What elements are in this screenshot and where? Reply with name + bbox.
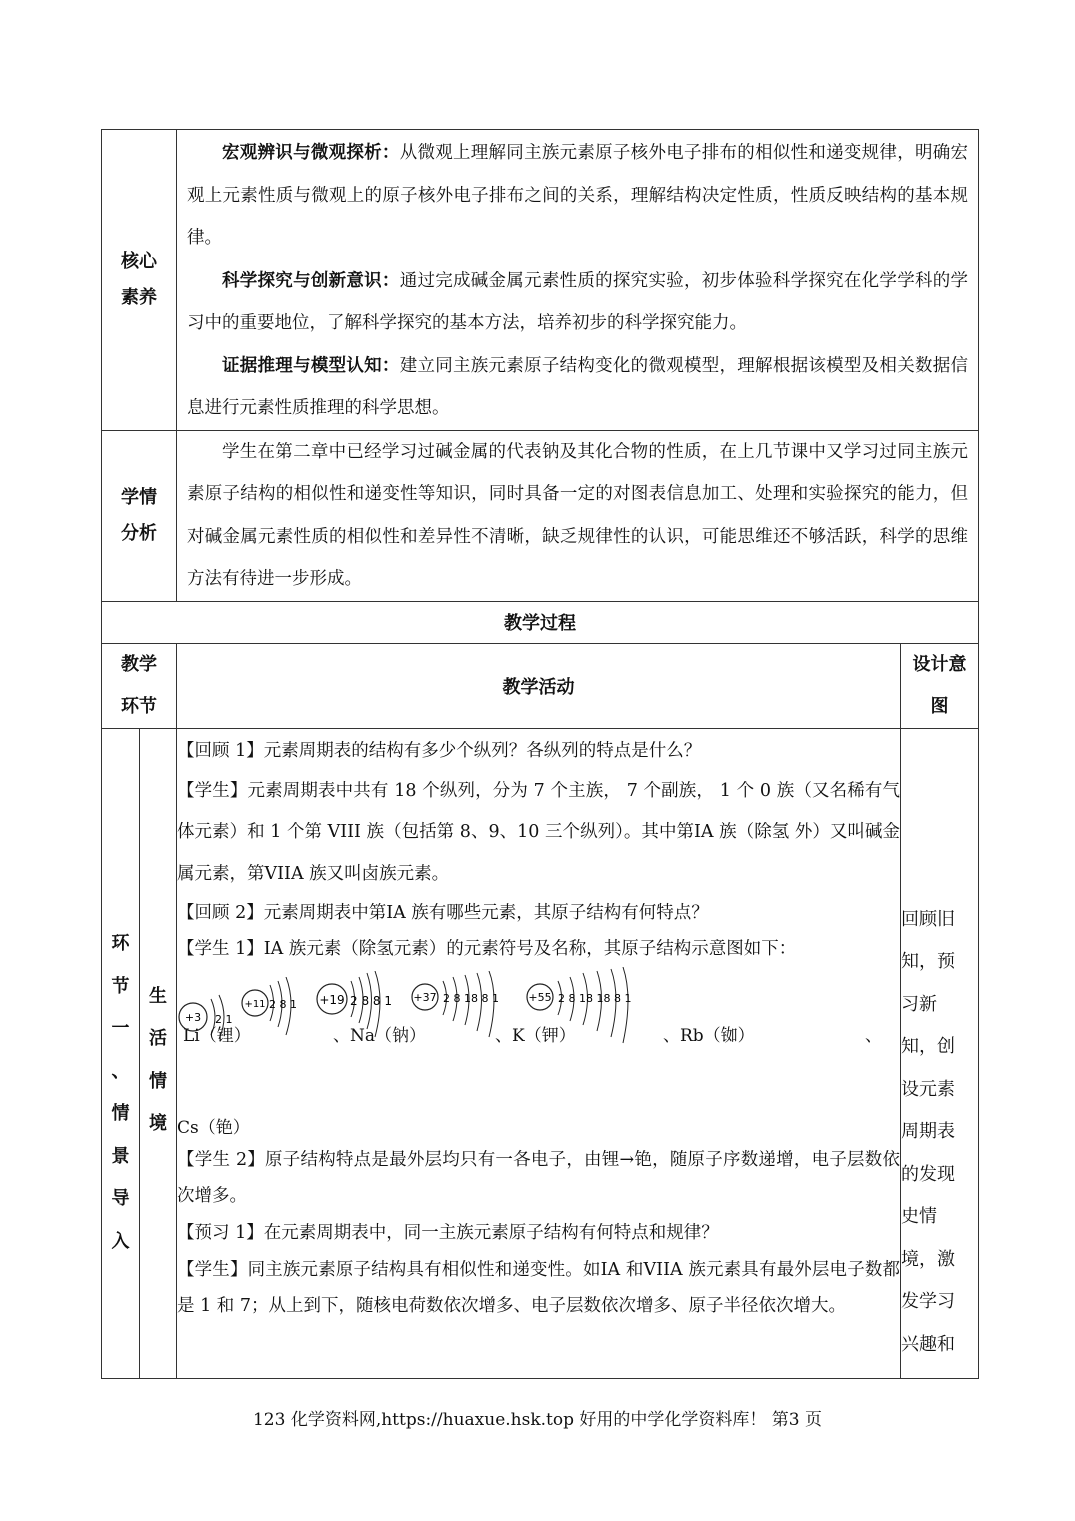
- k-nucleus-text: +19: [319, 993, 345, 1007]
- core-paragraph-1: 宏观辨识与微观探析：从微观上理解同主族元素原子核外电子排布的相似性和递变规律，明确宏观上元素性质与微观上的原子核外电子排布之间的关系，理解结构决定性质，性质反映结构的基本规律。: [187, 143, 969, 248]
- life-context-label: 生 活 情 境: [140, 728, 177, 1378]
- li-nucleus-text: +3: [184, 1011, 202, 1024]
- preview-1: 【预习 1】在元素周期表中，同一主族元素原子结构有何特点和规律？: [177, 1223, 719, 1243]
- atom-structure-diagrams: [177, 967, 900, 1142]
- process-header-row: [102, 643, 979, 728]
- review-1: 【回顾 1】元素周期表的结构有多少个纵列？各纵列的特点是什么？: [177, 740, 702, 761]
- atom-label-cs: Cs（铯）: [177, 1118, 250, 1138]
- header-intent: 设计意 图: [901, 643, 979, 728]
- header-stage: 教学 环节: [102, 643, 177, 728]
- rb-nucleus-text: +37: [413, 991, 437, 1004]
- core-paragraph-3: 证据推理与模型认知：建立同主族元素原子结构变化的微观模型，理解根据该模型及相关数据信息进行元素性质推理的科学思想。: [187, 355, 969, 418]
- student-analysis-label: 学情 分析: [102, 430, 177, 601]
- page-footer: 123 化学资料网,https://huaxue.hsk.top 好用的中学化学资料库！ 第3 页: [252, 1410, 823, 1430]
- core-competency-row: [102, 130, 979, 431]
- design-intent: 回顾旧 知，预 习新 知，创 设元素 周期表 的发现 史情 境，激 发学习 兴趣和: [901, 728, 979, 1378]
- core-competency-content: [177, 130, 979, 431]
- k-shells-text: 2 8 8 1: [350, 994, 393, 1008]
- student-analysis-text: 学生在第二章中已经学习过碱金属的代表钠及其化合物的性质，在上几节课中又学习过同主族元素原子结构的相似性和递变性等知识，同时具备一定的对图表信息加工、处理和实验探究的能力，但对碱金属元素性质的相似性和差异性不清晰，缺乏规律性的认识，可能思维还不够活跃，科学的思维方法有待进一步形成。: [187, 441, 968, 589]
- cs-nucleus-text: +55: [528, 991, 552, 1004]
- atom-label-k: 、K（钾）: [495, 1026, 576, 1046]
- na-shells-text: 2 8 1: [268, 998, 297, 1011]
- student-1: 【学生 1】IA 族元素（除氢元素）的元素符号及名称，其原子结构示意图如下：: [177, 939, 797, 959]
- activity-content: [177, 728, 901, 1378]
- student-3: 【学生】同主族元素原子结构具有相似性和递变性。如IA 和VIIA 族元素具有最外层电子数都是 1 和 7；从上到下，随核电荷数依次增多、电子层数依次增多、原子半径依次增大。: [177, 1260, 900, 1316]
- stage-one-row: [102, 728, 979, 1378]
- core-paragraph-2: 科学探究与创新意识：通过完成碱金属元素性质的探究实验，初步体验科学探究在化学学科的学习中的重要地位，了解科学探究的基本方法，培养初步的科学探究能力。: [187, 270, 969, 333]
- student-analysis-row: [102, 430, 979, 601]
- review-2: 【回顾 2】元素周期表中第IA 族有哪些元素，其原子结构有何特点？: [177, 903, 709, 923]
- atom-label-na: 、Na（钠）: [333, 1026, 427, 1046]
- cs-shells-text: 2 8 18 18 8 1: [558, 992, 632, 1005]
- rb-shells-text: 2 8 18 8 1: [442, 992, 499, 1005]
- li-shells-text: 2 1: [215, 1013, 233, 1026]
- atom-label-separator: 、: [865, 1026, 882, 1046]
- lesson-plan-table: [101, 129, 979, 1379]
- atom-label-rb: 、Rb（铷）: [663, 1026, 755, 1046]
- stage-one-label: 环 节 一 、 情 景 导 入: [102, 728, 140, 1378]
- na-nucleus-text: +11: [244, 999, 266, 1010]
- student-analysis-content: [177, 430, 979, 601]
- process-title: 教学过程: [102, 601, 979, 643]
- process-title-row: [102, 601, 979, 643]
- core-competency-label: 核心 素养: [102, 130, 177, 431]
- atom-label-li: Li（锂）: [183, 1026, 251, 1046]
- lesson-plan-page: [101, 129, 978, 1379]
- header-activity: 教学活动: [177, 643, 901, 728]
- student-2: 【学生 2】原子结构特点是最外层均只有一各电子，由锂→铯，随原子序数递增，电子层数依次增多。: [177, 1150, 900, 1206]
- student-answer: 【学生】元素周期表中共有 18 个纵列，分为 7 个主族， 7 个副族， 1 个 0 族（又名稀有气体元素）和 1 个第 VIII 族（包括第 8、9、10 三个纵列）。其中第IA 族（除氢 外）又叫碱金属元素，第VIIA 族又叫卤族元素。: [177, 780, 900, 884]
